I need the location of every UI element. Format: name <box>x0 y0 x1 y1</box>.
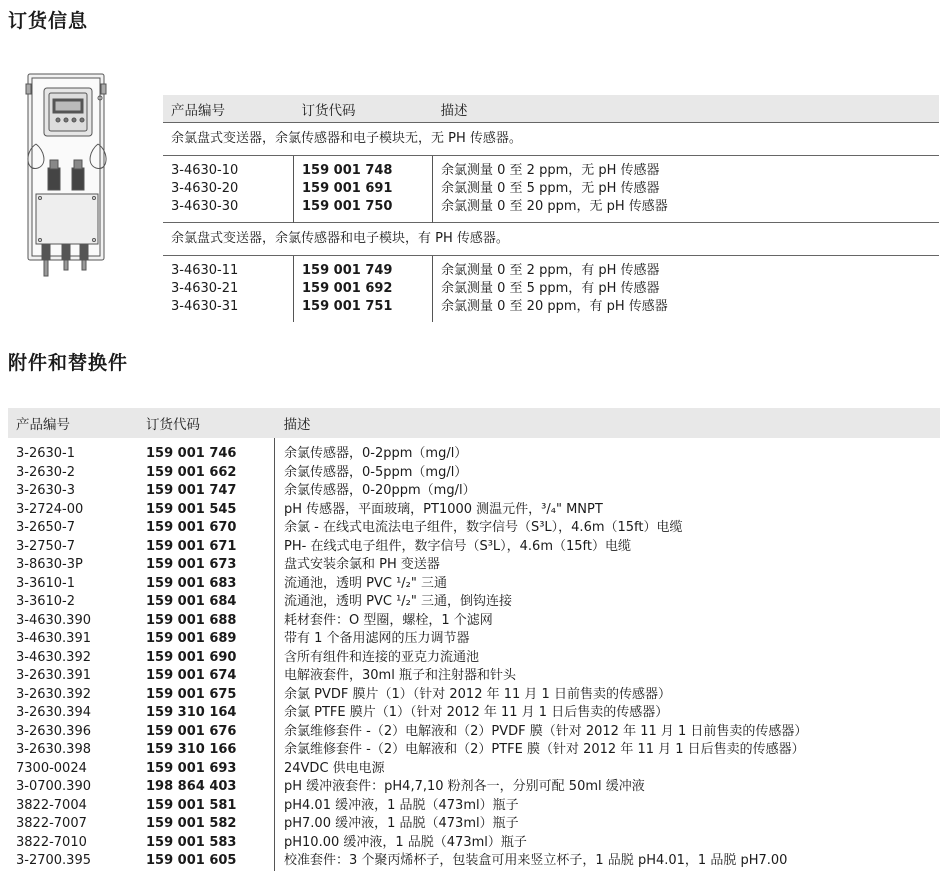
order-code: 159 001 751 <box>302 299 393 314</box>
order-code: 159 001 688 <box>138 612 275 631</box>
description: pH 缓冲液套件：pH4,7,10 粉剂各一，分别可配 50ml 缓冲液 <box>284 779 645 794</box>
accessories-title: 附件和替换件 <box>8 352 129 374</box>
description: PH- 在线式电子组件，数字信号（S³L），4.6m（15ft）电缆 <box>284 538 631 554</box>
header-product-number: 产品编号 <box>8 408 138 438</box>
description: 余氯 PTFE 膜片（1）（针对 2012 年 11 月 1 日后售卖的传感器） <box>284 705 669 720</box>
transmitter-panel-image <box>22 72 112 282</box>
order-code: 159 310 164 <box>138 704 275 723</box>
table-row <box>8 760 940 779</box>
product-number: 3-2630.394 <box>16 705 91 720</box>
description: 余氯传感器，0-5ppm（mg/l） <box>284 464 468 480</box>
product-number: 3-2630.392 <box>16 686 91 702</box>
description: 电解液套件，30ml 瓶子和注射器和针头 <box>284 668 516 683</box>
table-row <box>8 797 940 816</box>
description: 流通池，透明 PVC ¹/₂" 三通，倒钩连接 <box>284 594 512 609</box>
order-code: 159 001 750 <box>302 199 393 214</box>
product-number: 3-2630.391 <box>16 668 91 683</box>
order-code: 159 001 674 <box>138 667 275 686</box>
description: 盘式安装余氯和 PH 变送器 <box>284 557 440 572</box>
order-code: 159 001 748 <box>302 163 393 178</box>
description: 余氯测量 0 至 2 ppm，有 pH 传感器 <box>441 263 660 278</box>
header-order-code: 订货代码 <box>138 408 275 438</box>
table-row <box>8 704 940 723</box>
table-row <box>8 519 940 538</box>
order-code: 159 001 671 <box>138 538 275 557</box>
description: 余氯测量 0 至 20 ppm，有 pH 传感器 <box>441 299 668 314</box>
order-code: 159 001 545 <box>138 501 275 520</box>
order-code: 159 001 690 <box>138 649 275 668</box>
product-number: 3-4630.391 <box>16 631 91 646</box>
header-order-code: 订货代码 <box>294 95 433 123</box>
product-number: 3-2700.395 <box>16 853 91 868</box>
order-code: 159 001 582 <box>138 815 275 834</box>
product-number: 3-4630-11 <box>171 263 239 278</box>
group-caption-row <box>163 123 939 156</box>
description: 含所有组件和连接的亚克力流通池 <box>284 649 480 665</box>
table-row <box>8 852 940 871</box>
order-code: 198 864 403 <box>138 778 275 797</box>
table-row <box>8 834 940 853</box>
order-code: 159 001 746 <box>138 438 275 464</box>
order-code: 159 001 583 <box>138 834 275 853</box>
description: 余氯测量 0 至 2 ppm，无 pH 传感器 <box>441 163 660 178</box>
description: 余氯测量 0 至 5 ppm，无 pH 传感器 <box>441 181 660 196</box>
product-number: 3-2750-7 <box>16 538 76 554</box>
product-number: 3-4630-10 <box>171 163 239 178</box>
product-number: 3822-7010 <box>16 834 87 850</box>
order-code: 159 001 670 <box>138 519 275 538</box>
description: 带有 1 个备用滤网的压力调节器 <box>284 631 470 646</box>
description: 余氯测量 0 至 20 ppm，无 pH 传感器 <box>441 199 668 214</box>
table-row <box>8 538 940 557</box>
order-code: 159 001 662 <box>138 464 275 483</box>
table-row <box>163 156 939 223</box>
product-number: 3-2650-7 <box>16 520 76 535</box>
table-row <box>8 575 940 594</box>
product-number: 3-2630.398 <box>16 742 91 757</box>
product-number: 3-2630-3 <box>16 483 76 498</box>
table-row <box>8 630 940 649</box>
description: 24VDC 供电电源 <box>284 760 385 776</box>
table-row <box>8 501 940 520</box>
product-number: 3-2724-00 <box>16 501 84 517</box>
header-description: 描述 <box>433 95 940 123</box>
table-row <box>8 778 940 797</box>
description: 校准套件：3 个聚丙烯杯子，包装盒可用来竖立杯子，1 品脱 pH4.01，1 品脱 pH7.00 <box>284 853 788 868</box>
product-number: 3-4630-21 <box>171 281 239 296</box>
product-number: 3-0700.390 <box>16 779 91 794</box>
description: 耗材套件：O 型圈，螺栓，1 个滤网 <box>284 612 493 628</box>
description: 余氯维修套件 -（2）电解液和（2）PVDF 膜（针对 2012 年 11 月 1 日前售卖的传感器） <box>284 723 808 739</box>
product-number: 3-4630-31 <box>171 299 239 314</box>
table-header-row <box>163 95 939 123</box>
table-row <box>8 723 940 742</box>
table-header-row <box>8 408 940 438</box>
table-row <box>8 593 940 612</box>
order-code: 159 001 749 <box>302 263 393 278</box>
order-code: 159 001 692 <box>302 281 393 296</box>
description: 流通池，透明 PVC ¹/₂" 三通 <box>284 575 447 591</box>
order-code: 159 001 581 <box>138 797 275 816</box>
order-code: 159 001 675 <box>138 686 275 705</box>
table-row <box>8 464 940 483</box>
description: pH7.00 缓冲液，1 品脱（473ml）瓶子 <box>284 816 519 831</box>
table-row <box>8 815 940 834</box>
product-number: 3-3610-1 <box>16 575 76 591</box>
order-info-table <box>163 95 939 322</box>
order-code: 159 001 747 <box>138 482 275 501</box>
group-caption: 余氯盘式变送器，余氯传感器和电子模块，有 PH 传感器。 <box>163 223 939 256</box>
product-number: 3822-7004 <box>16 797 87 813</box>
order-code: 159 001 691 <box>302 181 393 196</box>
product-number: 3-2630-2 <box>16 464 76 480</box>
table-row <box>8 667 940 686</box>
description: 余氯 - 在线式电流法电子组件，数字信号（S³L），4.6m（15ft）电缆 <box>284 520 683 535</box>
table-row <box>8 612 940 631</box>
table-row <box>8 482 940 501</box>
description: 余氯传感器，0-2ppm（mg/l） <box>284 446 468 461</box>
header-product-number: 产品编号 <box>163 95 294 123</box>
accessories-table <box>8 408 940 871</box>
order-code: 159 001 676 <box>138 723 275 742</box>
product-number: 3-2630.396 <box>16 723 91 739</box>
product-number: 7300-0024 <box>16 760 87 776</box>
product-number: 3822-7007 <box>16 816 87 831</box>
description: 余氯维修套件 -（2）电解液和（2）PTFE 膜（针对 2012 年 11 月 1 日后售卖的传感器） <box>284 742 805 757</box>
product-number: 3-3610-2 <box>16 594 76 609</box>
order-code: 159 001 683 <box>138 575 275 594</box>
order-code: 159 310 166 <box>138 741 275 760</box>
group-caption-row <box>163 223 939 256</box>
order-code: 159 001 605 <box>138 852 275 871</box>
order-code: 159 001 673 <box>138 556 275 575</box>
description: 余氯测量 0 至 5 ppm，有 pH 传感器 <box>441 281 660 296</box>
description: pH10.00 缓冲液，1 品脱（473ml）瓶子 <box>284 834 527 850</box>
header-description: 描述 <box>275 408 941 438</box>
table-row <box>163 256 939 323</box>
group-caption: 余氯盘式变送器，余氯传感器和电子模块无，无 PH 传感器。 <box>163 123 939 156</box>
product-number: 3-4630-20 <box>171 181 239 196</box>
product-number: 3-4630.392 <box>16 649 91 665</box>
description: 余氯 PVDF 膜片（1）（针对 2012 年 11 月 1 日前售卖的传感器） <box>284 686 671 702</box>
product-number: 3-8630-3P <box>16 557 83 572</box>
table-row <box>8 556 940 575</box>
description: pH4.01 缓冲液，1 品脱（473ml）瓶子 <box>284 797 519 813</box>
table-row <box>8 649 940 668</box>
table-row <box>8 686 940 705</box>
table-row <box>8 438 940 464</box>
product-number: 3-2630-1 <box>16 446 76 461</box>
order-code: 159 001 684 <box>138 593 275 612</box>
description: pH 传感器，平面玻璃，PT1000 测温元件，³/₄" MNPT <box>284 501 603 517</box>
description: 余氯传感器，0-20ppm（mg/l） <box>284 483 476 498</box>
order-code: 159 001 693 <box>138 760 275 779</box>
product-number: 3-4630.390 <box>16 612 91 628</box>
product-number: 3-4630-30 <box>171 199 239 214</box>
table-row <box>8 741 940 760</box>
order-code: 159 001 689 <box>138 630 275 649</box>
order-info-title: 订货信息 <box>8 10 89 32</box>
